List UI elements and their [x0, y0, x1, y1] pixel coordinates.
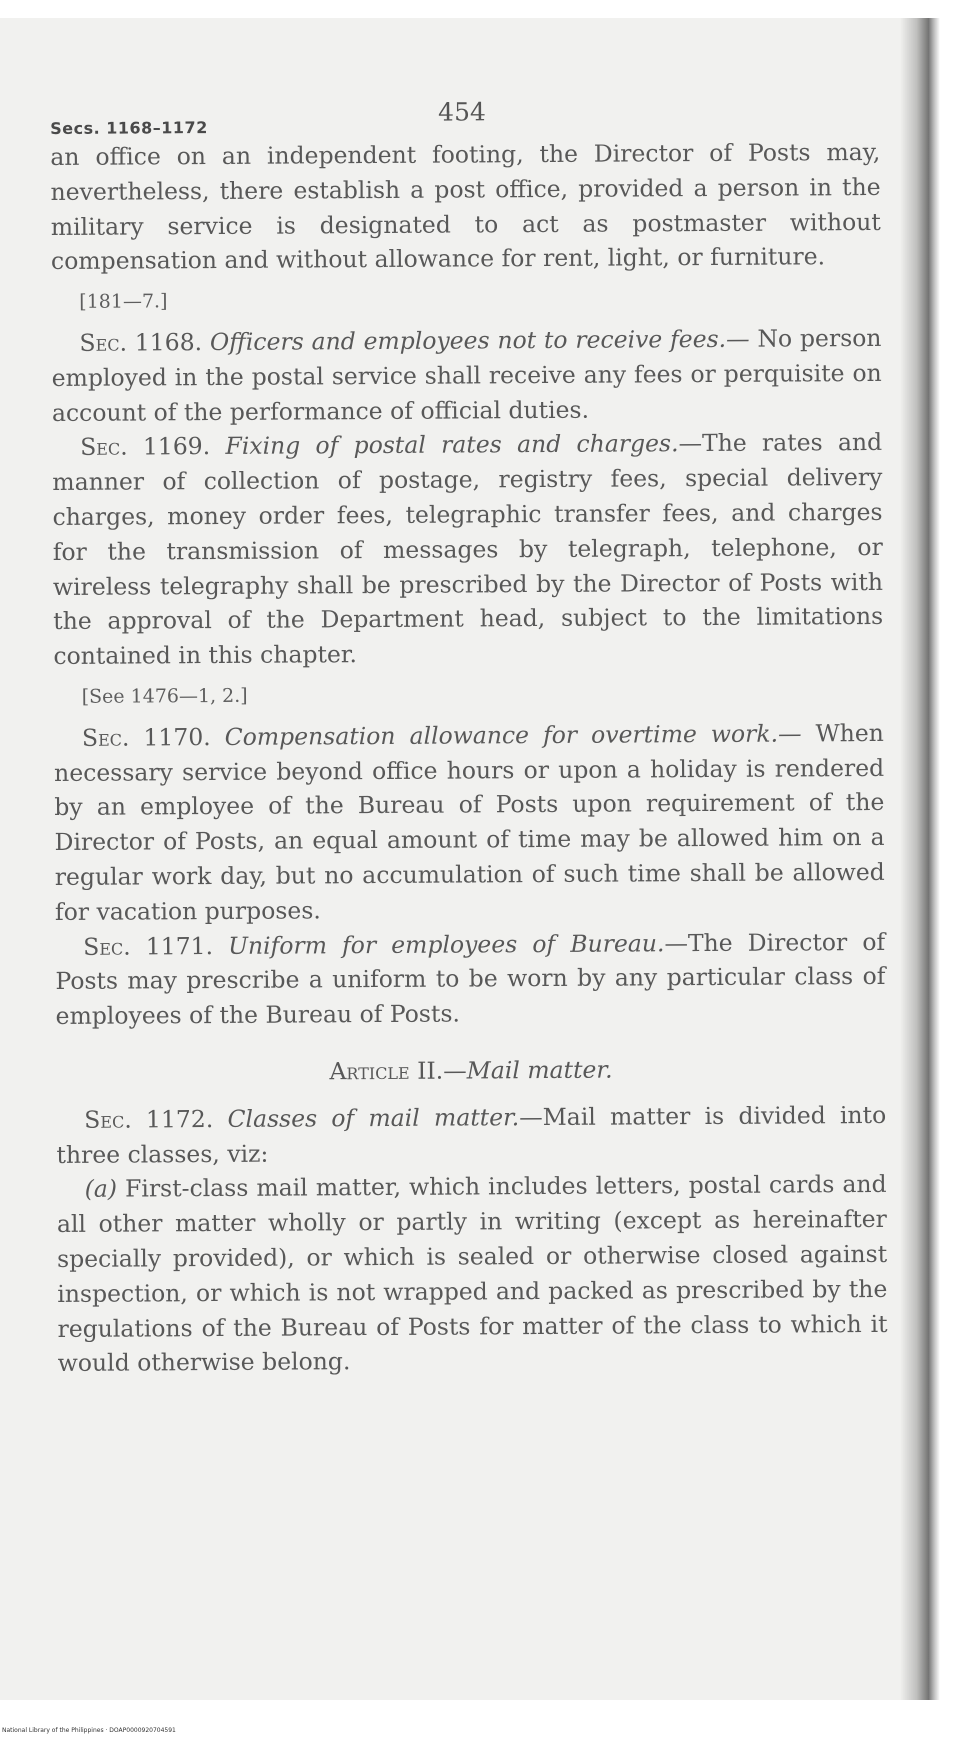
- section-body: When necessary service beyond office hours or upon a holiday is rendered by an employee of the Bureau of Posts upon requirement of the Director of Posts, an equal amount of time may be allowed him on a regular work day, but no accumulation of such time shall be allowed for vacation purposes.: [54, 718, 885, 926]
- page-number: 454: [438, 97, 486, 127]
- section-1169: [52, 425, 883, 674]
- page-edge-shadow: [900, 18, 928, 1700]
- section-1172: [56, 1098, 886, 1173]
- section-1168: [51, 321, 882, 430]
- reference-1476: [See 1476—1, 2.]: [81, 684, 248, 708]
- section-title: Compensation allowance for overtime work.—: [224, 719, 802, 751]
- item-a: [57, 1167, 888, 1381]
- section-1170: [54, 716, 885, 930]
- section-number: Sec. 1168.: [79, 328, 203, 357]
- section-body: No person employed in the postal service shall receive any fees or perquisite on account of the performance of official duties.: [51, 323, 882, 427]
- article-label: Article II.—: [329, 1056, 467, 1086]
- article-title: Mail matter.: [466, 1055, 613, 1085]
- item-marker: (a): [84, 1174, 118, 1204]
- section-number: Sec. 1169.: [80, 432, 211, 462]
- article-heading: [56, 1051, 886, 1091]
- section-number: Sec. 1172.: [84, 1104, 214, 1134]
- page-text: [50, 91, 888, 1381]
- section-title: Officers and employees not to receive fees.—: [209, 324, 750, 357]
- section-1171: [55, 924, 886, 1033]
- binding-edge: [928, 18, 940, 1700]
- opening-paragraph: an office on an independent footing, the Director of Posts may, nevertheless, there establish a post office, provided a person in the military service is designated to act as postmaster without compensation and without allowance for rent, light, or furniture.: [50, 137, 881, 276]
- section-number: Sec. 1171.: [83, 931, 214, 961]
- scan-footer: National Library of the Philippines · DOAP0000920704591: [2, 1727, 176, 1734]
- item-body: First-class mail matter, which includes letters, postal cards and all other matter wholly or partly in writing (except as hereinafter specially provided), or which is sealed or otherwise closed against inspection, or which is not wrapped and packed as prescribed by the regulations of the Bureau of Posts for matter of the class to which it would otherwise belong.: [56, 1170, 888, 1378]
- page-header: [50, 91, 880, 140]
- reference-181: [181—7.]: [79, 290, 168, 314]
- section-body: —Mail matter is divided into three classes, viz:: [56, 1100, 887, 1169]
- document-page: [0, 18, 928, 1700]
- section-title: Classes of mail matter.: [227, 1102, 520, 1133]
- section-title: Uniform for employees of Bureau.: [228, 928, 665, 960]
- section-body: —The rates and manner of collection of postage, registry fees, special delivery charges, money order fees, telegraphic transfer fees, and charges for the transmission of messages by telegraph, telephone, or wireless telegraphy shall be prescribed by the Director of Posts with the approval of the Department head, subject to the limitations contained in this chapter.: [52, 428, 884, 671]
- section-range: Secs. 1168–1172: [50, 118, 208, 138]
- section-number: Sec. 1170.: [81, 722, 211, 752]
- section-title: Fixing of postal rates and charges.: [225, 429, 679, 461]
- section-body: —The Director of Posts may prescribe a uniform to be worn by any particular class of employees of the Bureau of Posts.: [55, 927, 886, 1031]
